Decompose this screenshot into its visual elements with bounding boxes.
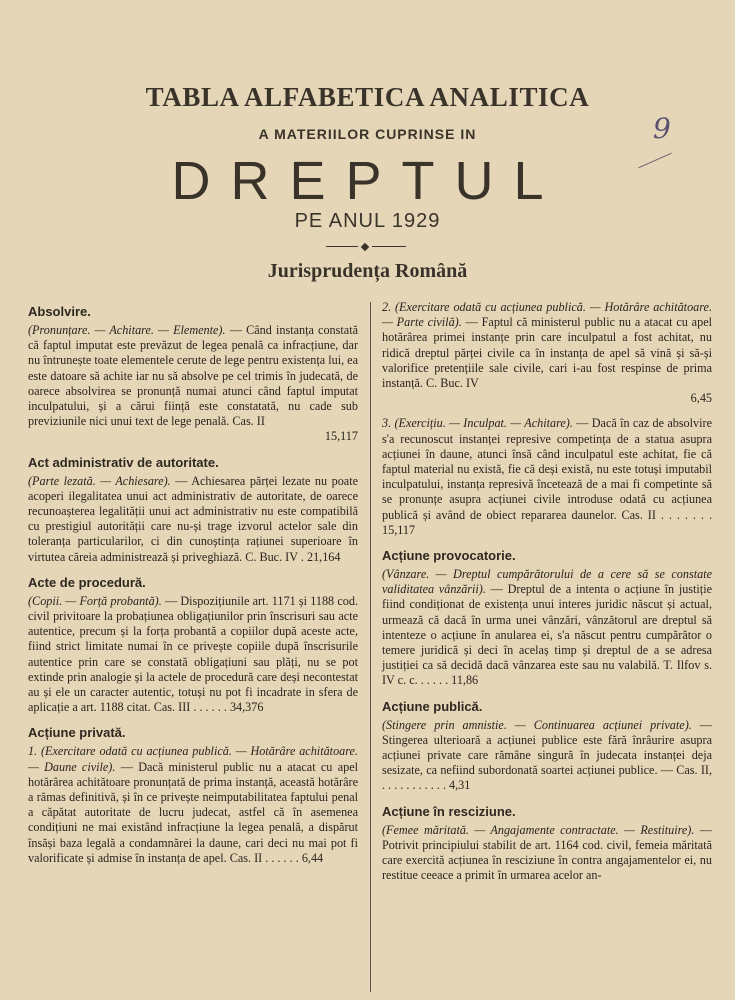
entry-actiune-privata-1 <box>28 744 358 866</box>
entry-actiune-privata-3 <box>382 416 712 538</box>
entry-acte-procedura <box>28 594 358 716</box>
entry-reference: 11,86 <box>451 673 479 688</box>
heading-actiune-publica: Acțiune publică. <box>382 698 483 714</box>
entry-keywords: (Femee măritată. — Angajamente contractate. — Restituire). <box>382 822 695 837</box>
entry-keywords: (Vânzare. — Dreptul cumpărătorului de a cere să se constate validitatea vânzării). <box>382 567 712 597</box>
ornament-divider <box>326 244 406 250</box>
heading-actiune-provocatorie: Acțiune provocatorie. <box>382 548 516 564</box>
entry-act-administrativ <box>28 474 358 565</box>
entry-keywords: 2. (Exercitare odată cu acțiunea publică. — Hotărâre achitătoare. — Parte civilă). <box>382 300 712 330</box>
left-column <box>28 304 358 876</box>
right-column <box>382 300 712 894</box>
entry-reference: 6,44 <box>301 850 324 865</box>
entry-keywords: 3. (Exercițiu. — Inculpat. — Achitare). <box>382 416 573 431</box>
entry-text: — Dacă în caz de absolvire s'a recunoscut instanței represive competința de a statua asupra acțiunei în daune, atunci însă când inculpatul este achitat, fie că faptul material nu există, fie că deși există, nu este totuși imputabil inculpatului, instanța represivă încetează de a mai fi competinte să se pronunțe asupra acțiunei civile introduse odată cu acțiunea publică și având de obiect repararea daunelor. Cas. II . . . . . . . <box>382 416 712 522</box>
entry-absolvire <box>28 323 358 445</box>
entry-keywords: 1. (Exercitare odată cu acțiunea publică. — Hotărâre achitătoare. — Daune civile). <box>28 744 358 774</box>
entry-reference: 15,117 <box>382 522 416 537</box>
entry-reference: . 21,164 <box>300 549 341 564</box>
entry-reference: 34,376 <box>229 700 264 715</box>
entry-text: — Dispozițiunile art. 1171 și 1188 cod. civil privitoare la probațiunea obligațiunilor prin înscrisuri sau acte autentice, precum și la forța probantă a copiilor după aceste acte, fiind strict limitate numai în ce privește copiile după înscrisurile autentice prin care se constată obligațiuni sau plăți, nu se pot extinde prin analogie și la actele de procedură care deși necontestat au și ele un caracter autentic, totuși nu pot fi incadrate in sfera de aplicație a art. 1188 citat. Cas. III . . . . . . <box>28 593 358 715</box>
entry-text: — Achiesarea părței lezate nu poate acoperi ilegalitatea unui act administrativ de autoritate, de oarece recunoașterea legalității unui act administrativ nu este compatibilă cu prestigiul autorității care nu-și trage izvorul actelor sale din toleranța particularilor, ci din cunoștința rațiunei superioare în virtutea căreia administrează și priveghiază. C. Buc. IV <box>28 473 358 564</box>
entry-reference: 15,117 <box>324 429 358 444</box>
column-divider <box>370 302 371 992</box>
title-main: DREPTUL <box>171 151 564 211</box>
entry-text: — Potrivit principiului stabilit de art. 1164 cod. civil, femeia măritată care exercită acțiunea în resciziune în contra angajamentelor ei, nu restitue ceeace a primit în urmarea acelor an- <box>382 822 713 883</box>
entry-actiune-publica <box>382 718 712 794</box>
section-title: Jurisprudența Română <box>267 260 468 282</box>
heading-acte-procedura: Acte de procedură. <box>28 574 146 590</box>
entry-reference: 4,31 <box>449 778 471 793</box>
entry-text: — Faptul că ministerul public nu a atacat cu apel hotărârea primei instanțe prin care inculpatul a fost achitat, nu ridică dreptul părței civile ca în instanța de apel să vină și să-și valorifice pretențiile sale civile, cari i-au fost respinse de prima instanță. C. Buc. IV <box>382 315 712 391</box>
entry-reference: 6,45 <box>690 391 712 406</box>
entry-keywords: (Copii. — Forță probantă). <box>28 593 162 608</box>
heading-actiune-privata: Acțiune privată. <box>28 725 126 741</box>
heading-act-administrativ: Act administrativ de autoritate. <box>28 454 219 470</box>
entry-text: — Dreptul de a intenta o acțiune în justiție fiind condiționat de existența unui interes juridic născut și actual, urmează că dacă în urma unei vânzări, vânzătorul are dreptul să intenteze o acțiune în anularea ei, s'a născut pentru cumpărător o temere juridică și deci în acelaș timp și dreptul de a se adresa justiției ca să decidă dacă vânzarea este sau nu valabilă. T. Ilfov s. IV c. c. . . . . . <box>382 582 712 688</box>
entry-actiune-resciziune <box>382 823 712 884</box>
entry-text: — Stingerea ulterioară a acțiunei publice este fără înrâurire asupra acțiunei private care rămâne singură în judecata instanței deja sesizate, ca nefiind subordonată soartei acțiunei publice. — Cas. II, . . . . . . . . . . . <box>382 717 712 793</box>
title-line1: TABLA ALFABETICA ANALITICA <box>145 82 590 112</box>
title-year: PE ANUL 1929 <box>294 210 441 232</box>
heading-absolvire: Absolvire. <box>28 304 91 319</box>
entry-actiune-provocatorie <box>382 567 712 689</box>
entry-text: — Când instanța constată că faptul imputat este prevăzut de legea penală ca infracțiune, dar nu întrunește toate elementele cerute de lege pentru existența lui, ea este datoare să achite iar nu să absolve pe cel trimis în judecată, de oarece absolvirea se pronunță numai atunci când faptul imputat inculpatului, și a cărui ființă este constatată, nu cade sub previziunile nici unui text de lege penală. Cas. II <box>28 323 358 429</box>
heading-actiune-resciziune: Acțiune în resciziune. <box>382 803 516 819</box>
entry-keywords: (Stingere prin amnistie. — Continuarea acțiunei private). <box>382 717 692 732</box>
entry-keywords: (Parte lezată. — Achiesare). <box>28 473 171 488</box>
entry-keywords: (Pronunțare. — Achitare. — Elemente). <box>28 323 226 337</box>
entry-actiune-privata-2 <box>382 300 712 406</box>
handwritten-page-number: 9 <box>653 112 671 145</box>
entry-text: — Dacă ministerul public nu a atacat cu apel hotărârea achitătoare pronunțată de prima instanță, această hotărâre a rămas definitivă, și în ce privește neimputabilitatea faptului penal a căpătat autoritate de lucru judecat, astfel că în asemenea condițiuni ne mai existând infracțiune la legea penală, a dispărut însăși baza legală a condamnărei la daune, cari deci nu mai pot fi valorificate și admise în instanța de apel. Cas. II . . . . . . <box>28 759 358 865</box>
title-line2: A MATERIILOR CUPRINSE IN <box>258 126 477 142</box>
